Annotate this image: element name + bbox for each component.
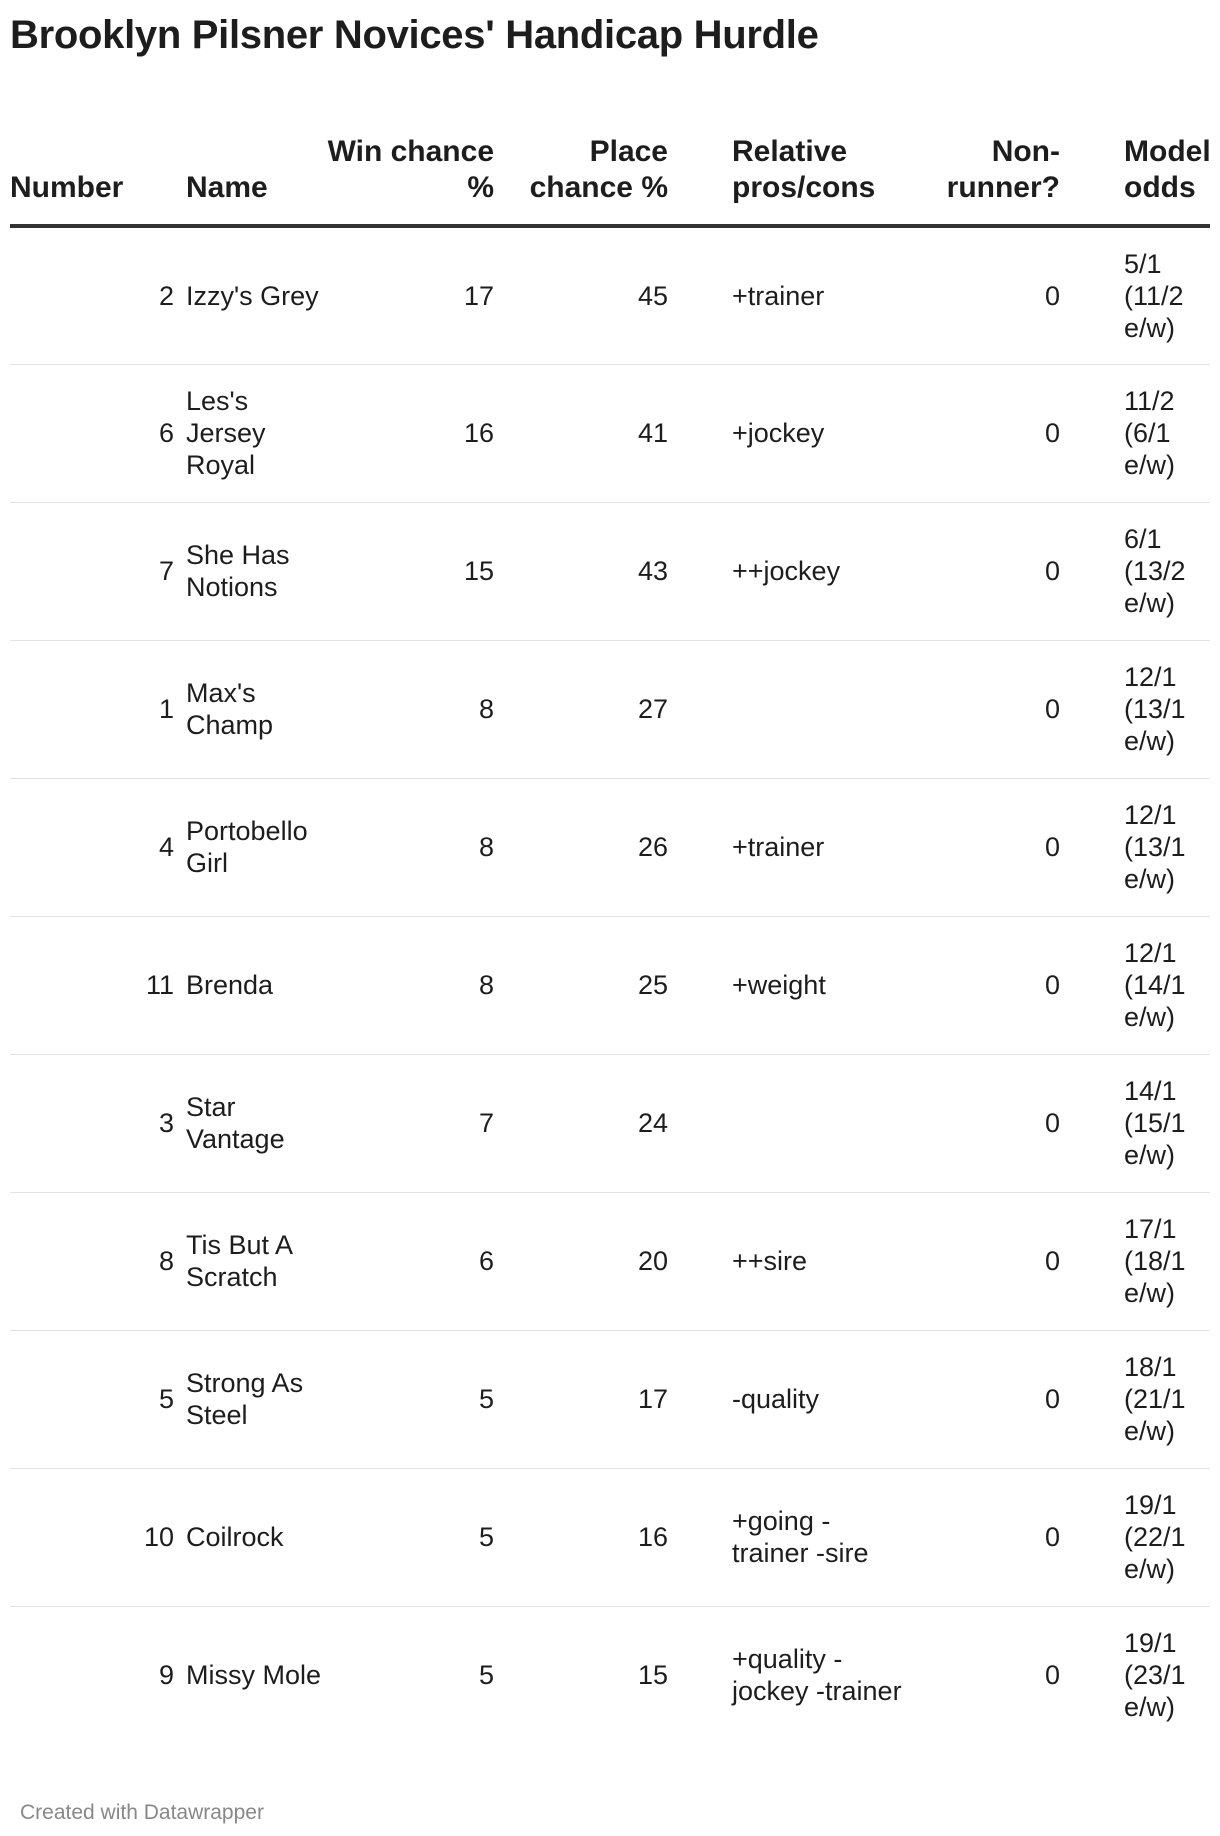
cell-win-chance: 16	[326, 364, 494, 502]
header-win-chance[interactable]: Win chance %	[326, 110, 494, 226]
cell-spacer	[1060, 226, 1124, 364]
cell-spacer	[1060, 1192, 1124, 1330]
table-row	[10, 1054, 1210, 1192]
cell-number: 6	[10, 364, 186, 502]
cell-spacer	[1060, 1054, 1124, 1192]
cell-relative: +trainer	[732, 226, 902, 364]
cell-name: Portobello Girl	[186, 778, 326, 916]
cell-non-runner: 0	[902, 778, 1060, 916]
cell-non-runner: 0	[902, 1192, 1060, 1330]
cell-spacer	[668, 1606, 732, 1744]
cell-relative: +going -trainer -sire	[732, 1468, 902, 1606]
cell-win-chance: 8	[326, 640, 494, 778]
cell-non-runner: 0	[902, 916, 1060, 1054]
cell-place-chance: 20	[494, 1192, 668, 1330]
table-row	[10, 1330, 1210, 1468]
table-row	[10, 226, 1210, 364]
cell-place-chance: 25	[494, 916, 668, 1054]
cell-spacer	[1060, 1330, 1124, 1468]
cell-model-odds: 19/1 (23/1 e/w)	[1124, 1628, 1186, 1723]
cell-spacer	[668, 364, 732, 502]
table-row	[10, 1468, 1210, 1606]
cell-name: Missy Mole	[186, 1660, 322, 1691]
cell-model-odds: 19/1 (22/1 e/w)	[1124, 1468, 1210, 1606]
chart-title: Brooklyn Pilsner Novices' Handicap Hurdle	[10, 13, 819, 57]
cell-spacer	[668, 1054, 732, 1192]
cell-number: 10	[10, 1468, 186, 1606]
header-number[interactable]: Number	[10, 110, 186, 226]
cell-place-chance: 43	[494, 502, 668, 640]
cell-win-chance: 6	[326, 1192, 494, 1330]
cell-relative: +jockey	[732, 364, 902, 502]
cell-non-runner: 0	[1044, 1660, 1060, 1691]
cell-relative: +quality -jockey -trainer	[732, 1644, 902, 1707]
cell-model-odds: 12/1 (13/1 e/w)	[1124, 778, 1210, 916]
cell-spacer	[668, 502, 732, 640]
header-model-odds[interactable]: Model odds	[1124, 110, 1210, 226]
cell-spacer	[668, 640, 732, 778]
cell-name: Max's Champ	[186, 640, 326, 778]
cell-number: 1	[10, 640, 186, 778]
cell-spacer	[1060, 1606, 1124, 1744]
cell-model-odds: 17/1 (18/1 e/w)	[1124, 1192, 1210, 1330]
cell-model-odds: 14/1 (15/1 e/w)	[1124, 1054, 1210, 1192]
cell-relative	[732, 640, 902, 778]
cell-relative	[732, 1054, 902, 1192]
header-row	[10, 110, 1210, 226]
cell-relative: +trainer	[732, 778, 902, 916]
cell-win-chance: 5	[326, 1468, 494, 1606]
header-relative[interactable]: Relative pros/cons	[732, 110, 902, 226]
cell-relative: +weight	[732, 916, 902, 1054]
cell-spacer	[1060, 640, 1124, 778]
cell-non-runner: 0	[902, 364, 1060, 502]
cell-win-chance: 17	[326, 226, 494, 364]
cell-place-chance: 41	[494, 364, 668, 502]
cell-place-chance: 15	[637, 1660, 668, 1691]
cell-spacer	[1060, 502, 1124, 640]
cell-relative: ++jockey	[732, 502, 902, 640]
cell-number: 4	[10, 778, 186, 916]
cell-spacer	[1060, 778, 1124, 916]
cell-name: Brenda	[186, 916, 326, 1054]
cell-place-chance: 17	[494, 1330, 668, 1468]
cell-model-odds: 5/1 (11/2 e/w)	[1124, 226, 1210, 364]
cell-spacer	[1060, 364, 1124, 502]
table-row	[10, 916, 1210, 1054]
cell-win-chance: 8	[326, 778, 494, 916]
cell-place-chance: 24	[494, 1054, 668, 1192]
cell-spacer	[668, 1192, 732, 1330]
header-place-chance[interactable]: Place chance %	[494, 110, 668, 226]
cell-spacer	[668, 1468, 732, 1606]
cell-place-chance: 26	[494, 778, 668, 916]
cell-number: 7	[10, 502, 186, 640]
cell-win-chance: 5	[478, 1660, 494, 1691]
cell-non-runner: 0	[902, 502, 1060, 640]
cell-non-runner: 0	[902, 1468, 1060, 1606]
cell-spacer	[668, 1330, 732, 1468]
cell-non-runner: 0	[902, 1330, 1060, 1468]
cell-win-chance: 5	[326, 1330, 494, 1468]
cell-model-odds: 11/2 (6/1 e/w)	[1124, 364, 1210, 502]
chart-container	[10, 0, 1211, 1824]
cell-non-runner: 0	[902, 640, 1060, 778]
table-row	[10, 1606, 1210, 1744]
cell-number: 5	[10, 1330, 186, 1468]
cell-number: 9	[158, 1660, 174, 1691]
cell-relative: ++sire	[732, 1192, 902, 1330]
header-name[interactable]: Name	[186, 110, 326, 226]
cell-model-odds: 12/1 (14/1 e/w)	[1124, 916, 1210, 1054]
cell-place-chance: 27	[494, 640, 668, 778]
cell-spacer	[668, 916, 732, 1054]
cell-win-chance: 15	[326, 502, 494, 640]
table-body	[10, 226, 1210, 1744]
cell-model-odds: 6/1 (13/2 e/w)	[1124, 502, 1210, 640]
cell-number: 8	[10, 1192, 186, 1330]
cell-non-runner: 0	[902, 226, 1060, 364]
header-non-runner[interactable]: Non-runner?	[902, 110, 1060, 226]
cell-model-odds: 18/1 (21/1 e/w)	[1124, 1330, 1210, 1468]
cell-number: 3	[10, 1054, 186, 1192]
cell-spacer	[668, 226, 732, 364]
cell-name: She Has Notions	[186, 502, 326, 640]
cell-name: Star Vantage	[186, 1054, 326, 1192]
cell-name: Coilrock	[186, 1468, 326, 1606]
header-spacer	[668, 110, 732, 226]
cell-relative: -quality	[732, 1330, 902, 1468]
cell-place-chance: 16	[494, 1468, 668, 1606]
table-row	[10, 1192, 1210, 1330]
cell-name: Tis But A Scratch	[186, 1192, 326, 1330]
cell-number: 11	[10, 916, 186, 1054]
credit-footer: Created with Datawrapper	[20, 1801, 264, 1824]
header-spacer	[1060, 110, 1124, 226]
cell-place-chance: 45	[494, 226, 668, 364]
cell-model-odds: 12/1 (13/1 e/w)	[1124, 640, 1210, 778]
table-row	[10, 502, 1210, 640]
cell-number: 2	[10, 226, 186, 364]
results-table	[10, 110, 1210, 1744]
cell-spacer	[1060, 916, 1124, 1054]
table-row	[10, 364, 1210, 502]
cell-name: Les's Jersey Royal	[186, 364, 326, 502]
table-row	[10, 640, 1210, 778]
cell-win-chance: 7	[326, 1054, 494, 1192]
cell-non-runner: 0	[902, 1054, 1060, 1192]
cell-spacer	[668, 778, 732, 916]
cell-name: Strong As Steel	[186, 1330, 326, 1468]
table-row	[10, 778, 1210, 916]
cell-spacer	[1060, 1468, 1124, 1606]
cell-win-chance: 8	[326, 916, 494, 1054]
cell-name: Izzy's Grey	[186, 226, 326, 364]
